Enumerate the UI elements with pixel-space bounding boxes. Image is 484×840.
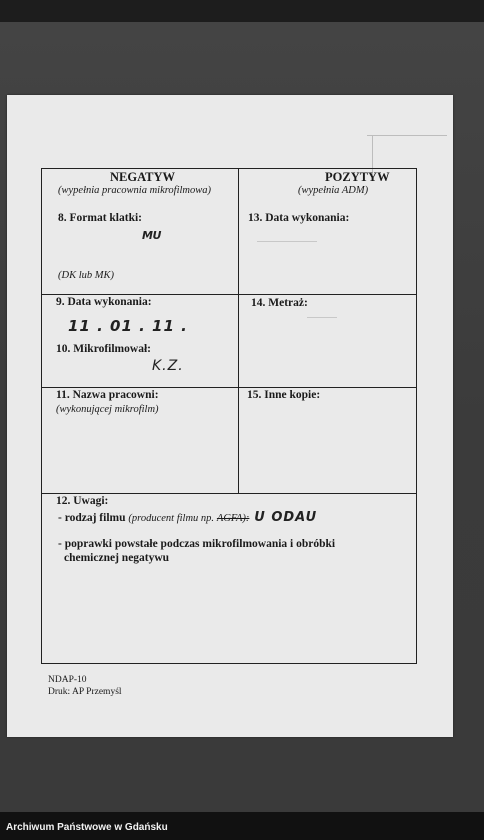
printer-info: Druk: AP Przemyśl <box>48 687 122 697</box>
filmer-value: K.Z. <box>152 358 184 374</box>
format-hint: (DK lub MK) <box>58 270 114 281</box>
pozytyw-subtitle: (wypełnia ADM) <box>298 185 369 196</box>
negatyw-date-value: 11 . 01 . 11 . <box>68 317 188 335</box>
copies-label: 15. Inne kopie: <box>247 389 321 401</box>
pozytyw-date-label: 13. Data wykonania: <box>248 212 350 224</box>
notes-line-1: - poprawki powstałe podczas mikrofilmowania i obróbki <box>58 538 336 550</box>
form-table <box>41 168 417 664</box>
negatyw-title: NEGATYW <box>110 170 176 184</box>
pozytyw-title: POZYTYW <box>325 170 390 184</box>
lab-hint: (wykonującej mikrofilm) <box>56 404 159 415</box>
negatyw-subtitle: (wypełnia pracownia mikrofilmowa) <box>58 185 212 196</box>
film-type-hint: (producent filmu np. <box>128 513 215 524</box>
negatyw-date-label: 9. Data wykonania: <box>56 296 152 308</box>
column-divider <box>238 169 239 494</box>
form-code: NDAP-10 <box>48 675 87 685</box>
film-type-prefix: - rodzaj filmu <box>58 512 126 524</box>
film-type-value: U ODAU <box>254 510 318 525</box>
length-label: 14. Metraż: <box>251 297 308 309</box>
archive-name: Archiwum Państwowe w Gdańsku <box>6 822 168 833</box>
form-card <box>7 95 453 737</box>
lab-label: 11. Nazwa pracowni: <box>56 389 159 401</box>
format-label: 8. Format klatki: <box>58 212 143 224</box>
film-type-example: AGFA): <box>216 513 250 524</box>
film-type-line <box>58 510 317 525</box>
format-value: MU <box>142 229 161 242</box>
notes-line-2: chemicznej negatywu <box>64 552 170 564</box>
top-film-edge <box>0 0 484 22</box>
filmer-label: 10. Mikrofilmował: <box>56 343 151 355</box>
uwagi-label: 12. Uwagi: <box>56 495 109 507</box>
